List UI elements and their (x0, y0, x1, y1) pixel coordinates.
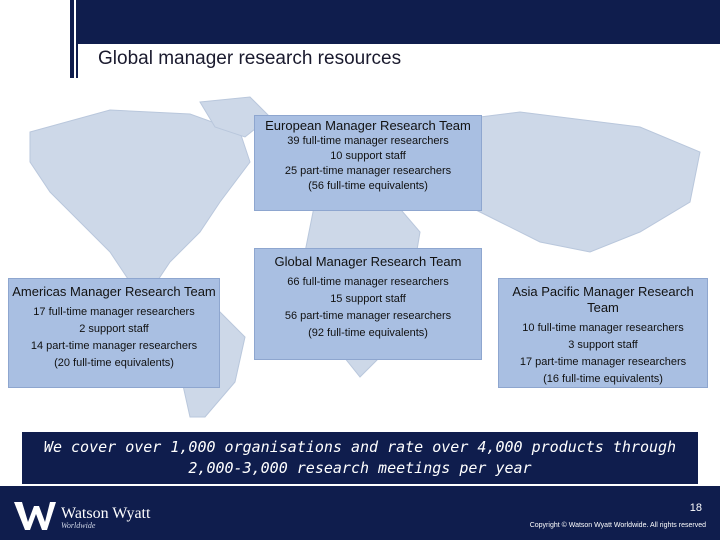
asia-team-line: 17 part-time manager researchers (519, 356, 687, 368)
global-team-line: (92 full-time equivalents) (308, 327, 428, 339)
asia-team-title: Asia Pacific Manager Research Team (512, 284, 694, 315)
tagline-banner: We cover over 1,000 organisations and rate over 4,000 products through 2,000-3,000 research meetings per year (22, 432, 698, 484)
global-team-title: Global Manager Research Team (274, 254, 462, 269)
north-america-shape (30, 110, 250, 292)
asia-team-box (498, 278, 708, 388)
logo-name: Watson Wyatt (61, 505, 151, 522)
page-number: 18 (689, 502, 702, 514)
european-team-line: 39 full-time manager researchers (287, 135, 449, 147)
global-team-line: 15 support staff (330, 293, 406, 305)
european-team-line: 25 part-time manager researchers (284, 165, 452, 177)
americas-team-line: (20 full-time equivalents) (54, 357, 174, 369)
americas-team-line: 2 support staff (79, 323, 149, 335)
asia-team-line: 3 support staff (568, 339, 638, 351)
page-title: Global manager research resources (98, 48, 402, 69)
european-team-line: (56 full-time equivalents) (308, 180, 428, 192)
european-team-line: 10 support staff (330, 150, 406, 162)
asia-team-line: 10 full-time manager researchers (522, 322, 684, 334)
copyright-notice: Copyright © Watson Wyatt Worldwide. All rights reserved (529, 522, 706, 529)
logo-subtitle: Worldwide (61, 521, 96, 530)
european-team-box (254, 115, 482, 211)
european-team-title: European Manager Research Team (265, 118, 471, 133)
global-team-box (254, 248, 482, 360)
watson-wyatt-logo-icon (12, 498, 58, 534)
header-bracket (70, 0, 74, 78)
americas-team-line: 17 full-time manager researchers (33, 306, 195, 318)
americas-team-line: 14 part-time manager researchers (30, 340, 198, 352)
global-team-line: 66 full-time manager researchers (287, 276, 449, 288)
americas-team-title: Americas Manager Research Team (12, 284, 216, 299)
global-team-line: 56 part-time manager researchers (284, 310, 452, 322)
asia-team-line: (16 full-time equivalents) (543, 373, 663, 385)
header-left-panel (0, 0, 76, 78)
americas-team-box (8, 278, 220, 388)
